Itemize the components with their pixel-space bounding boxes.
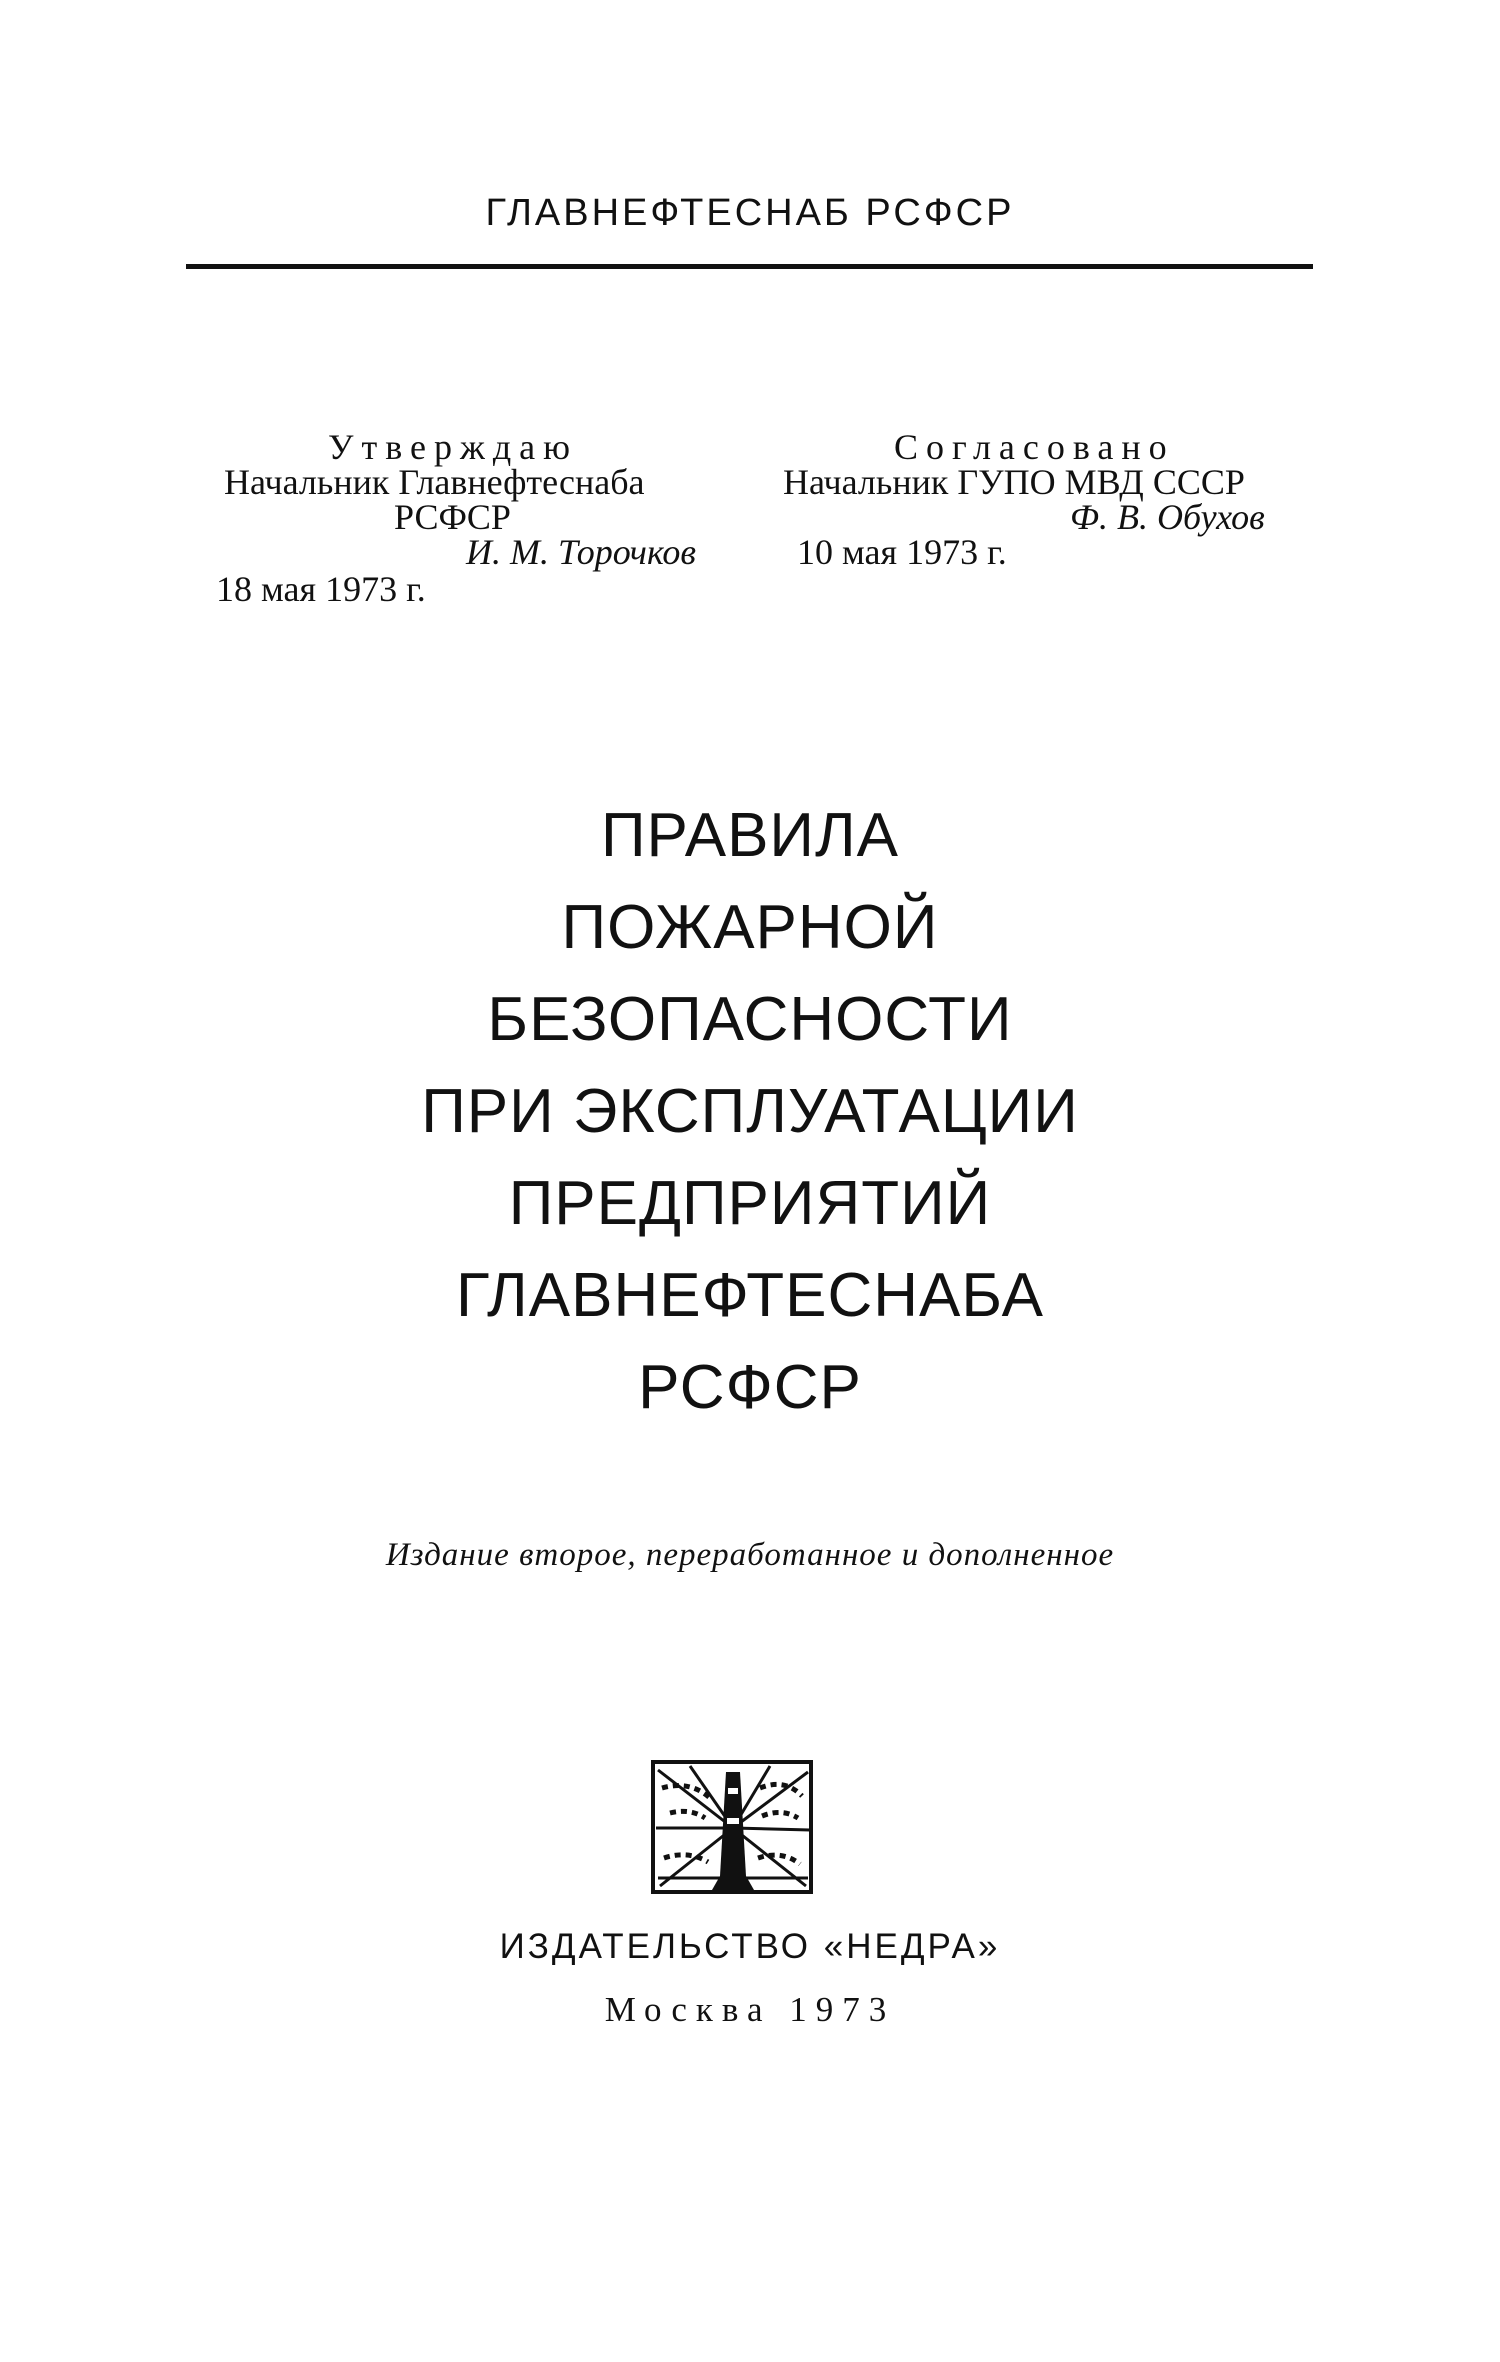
- agreed-signatory: Ф. В. Обухов: [1070, 497, 1265, 537]
- document-title: [0, 790, 1500, 1434]
- approved-date: 18 мая 1973 г.: [216, 569, 426, 609]
- approved-signatory: И. М. Торочков: [466, 532, 697, 572]
- title-line: ПОЖАРНОЙ: [561, 893, 939, 962]
- edition-note: Издание второе, переработанное и дополненное: [385, 1537, 1115, 1573]
- agreed-position: Начальник ГУПО МВД СССР: [783, 462, 1245, 502]
- title-line: БЕЗОПАСНОСТИ: [487, 985, 1013, 1054]
- publisher-emblem-icon: [650, 1758, 816, 1898]
- approved-position-line1: Начальник Главнефтеснаба: [224, 462, 645, 502]
- approved-heading: Утверждаю: [328, 427, 579, 467]
- organization-header: ГЛАВНЕФТЕСНАБ РСФСР: [485, 192, 1015, 234]
- title-line: РСФСР: [638, 1353, 862, 1422]
- publisher-name: ИЗДАТЕЛЬСТВО «НЕДРА»: [499, 1927, 1001, 1966]
- agreed-heading: Согласовано: [894, 427, 1175, 467]
- title-line: ПРИ ЭКСПЛУАТАЦИИ: [421, 1077, 1079, 1146]
- title-line: ПРАВИЛА: [600, 801, 900, 870]
- approved-position-line2: РСФСР: [394, 497, 511, 537]
- header-divider: [186, 264, 1313, 269]
- title-line: ГЛАВНЕФТЕСНАБА: [455, 1261, 1045, 1330]
- title-line: ПРЕДПРИЯТИЙ: [508, 1169, 992, 1238]
- agreed-date: 10 мая 1973 г.: [797, 532, 1007, 572]
- publication-city-year: Москва 1973: [604, 1990, 896, 2029]
